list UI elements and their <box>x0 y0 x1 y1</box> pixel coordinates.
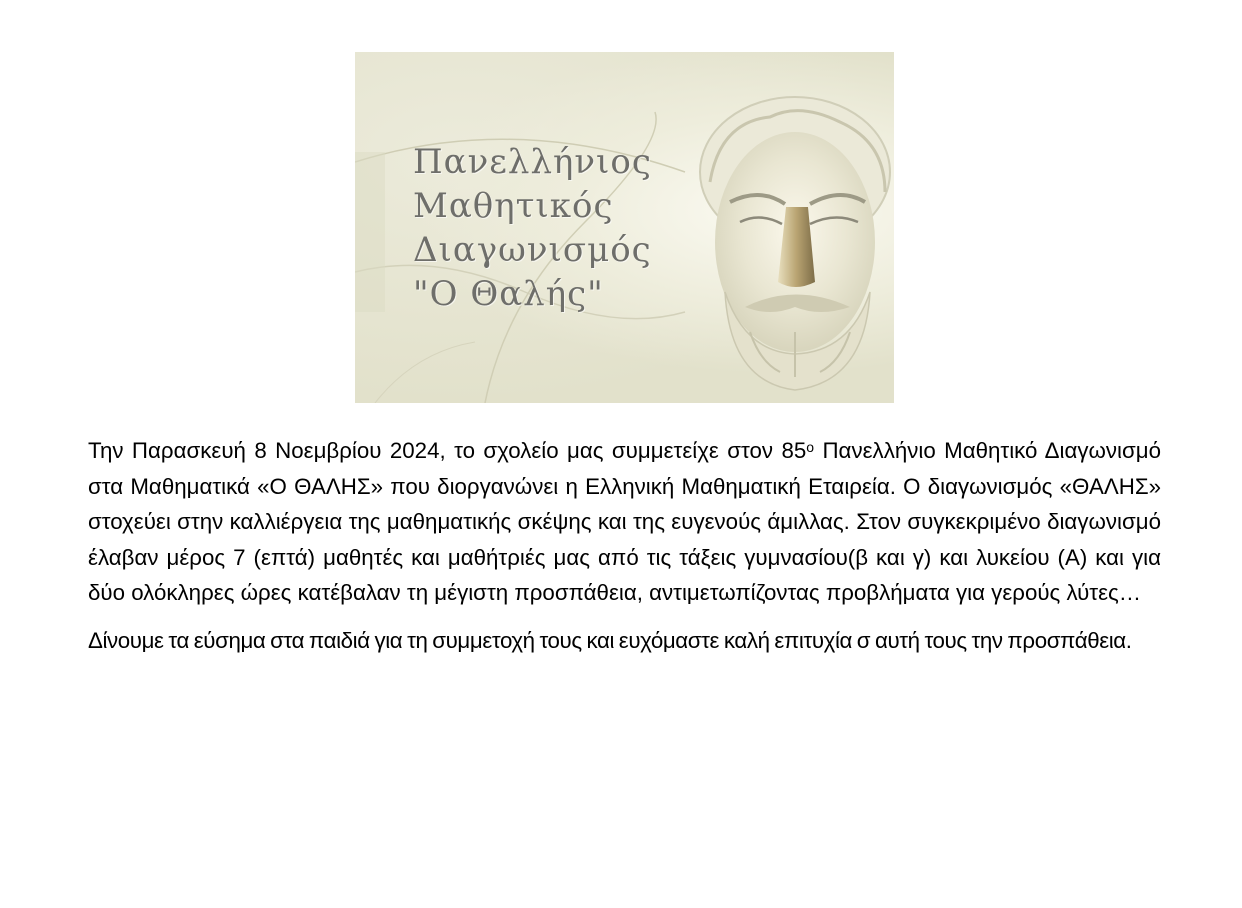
ordinal-indicator: ο <box>806 439 815 455</box>
article-paragraph-2: Δίνουμε τα εύσημα στα παιδιά για τη συμμετοχή τους και ευχόμαστε καλή επιτυχία σ αυτή τους την προσπάθεια. <box>88 627 1132 653</box>
banner-title-line: Μαθητικός <box>413 186 614 226</box>
banner-title <box>413 140 652 316</box>
banner-title-line: "Ο Θαλής" <box>413 274 604 314</box>
paragraph-text: Πανελλήνιο Μαθητικό Διαγωνισμό στα Μαθηματικά «Ο ΘΑΛΗΣ» που διοργανώνει η Ελληνική Μαθηματική Εταιρεία. Ο διαγωνισμός «ΘΑΛΗΣ» στοχεύει στην καλλιέργεια της μαθηματικής σκέψης και της ευγενούς άμιλλας. Στον συγκεκριμένο διαγωνισμό έλαβαν μέρος 7 (επτά) μαθητές και μαθήτριές μας από τις τάξεις γυμνασίου(β και γ) και λυκείου (Α) και για δύο ολόκληρες ώρες κατέβαλαν τη μέγιστη προσπάθεια, αντιμετωπίζοντας προβλήματα για γερούς λύτες… <box>88 438 1162 606</box>
article-paragraph-1 <box>88 433 1161 611</box>
article-body <box>88 433 1161 659</box>
banner-title-line: Διαγωνισμός <box>413 230 652 270</box>
thales-competition-banner <box>355 52 894 403</box>
thales-bust-icon <box>690 92 894 392</box>
banner-title-line: Πανελλήνιος <box>413 142 652 182</box>
paragraph-text: Την Παρασκευή 8 Νοεμβρίου 2024, το σχολείο μας συμμετείχε στον 85 <box>88 438 807 463</box>
